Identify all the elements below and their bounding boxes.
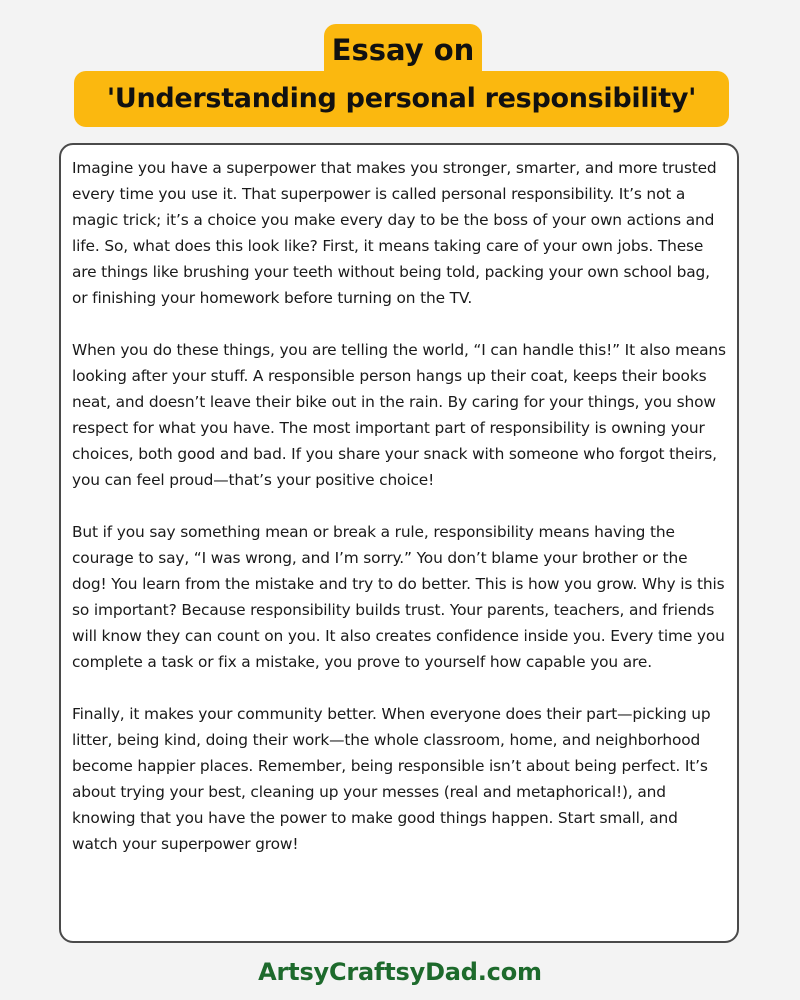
title-line-1: Essay on <box>331 33 475 67</box>
essay-paragraph-4: Finally, it makes your community better. When everyone does their part—picking up litter, being kind, doing their work—the whole classroom, home, and neighborhood become happier places. Remember, being responsible isn’t about being perfect. It’s about trying your best, cleaning up your messes (real and metaphorical!), and knowing that you have the power to make good things happen. Start small, and watch your superpower grow! <box>72 705 711 853</box>
footer-site-name: ArtsyCraftsyDad.com <box>258 958 542 986</box>
essay-paragraph-1: Imagine you have a superpower that makes you stronger, smarter, and more trusted every time you use it. That superpower is called personal responsibility. It’s not a magic trick; it’s a choice you make every day to be the boss of your own actions and life. So, what does this look like? First, it means taking care of your own jobs. These are things like brushing your teeth without being told, packing your own school bag, or finishing your homework before turning on the TV. <box>72 159 717 307</box>
essay-box <box>59 143 739 943</box>
title-line-2: 'Understanding personal responsibility' <box>106 83 697 114</box>
essay-paragraph-3: But if you say something mean or break a rule, responsibility means having the courage to say, “I was wrong, and I’m sorry.” You don’t blame your brother or the dog! You learn from the mistake and try to do better. This is how you grow. Why is this so important? Because responsibility builds trust. Your parents, teachers, and friends will know they can count on you. It also creates confidence inside you. Every time you complete a task or fix a mistake, you prove to yourself how capable you are. <box>72 523 725 671</box>
essay-paragraph-2: When you do these things, you are telling the world, “I can handle this!” It also means looking after your stuff. A responsible person hangs up their coat, keeps their books neat, and doesn’t leave their bike out in the rain. By caring for your things, you show respect for what you have. The most important part of responsibility is owning your choices, both good and bad. If you share your snack with someone who forgot theirs, you can feel proud—that’s your positive choice! <box>72 341 726 489</box>
